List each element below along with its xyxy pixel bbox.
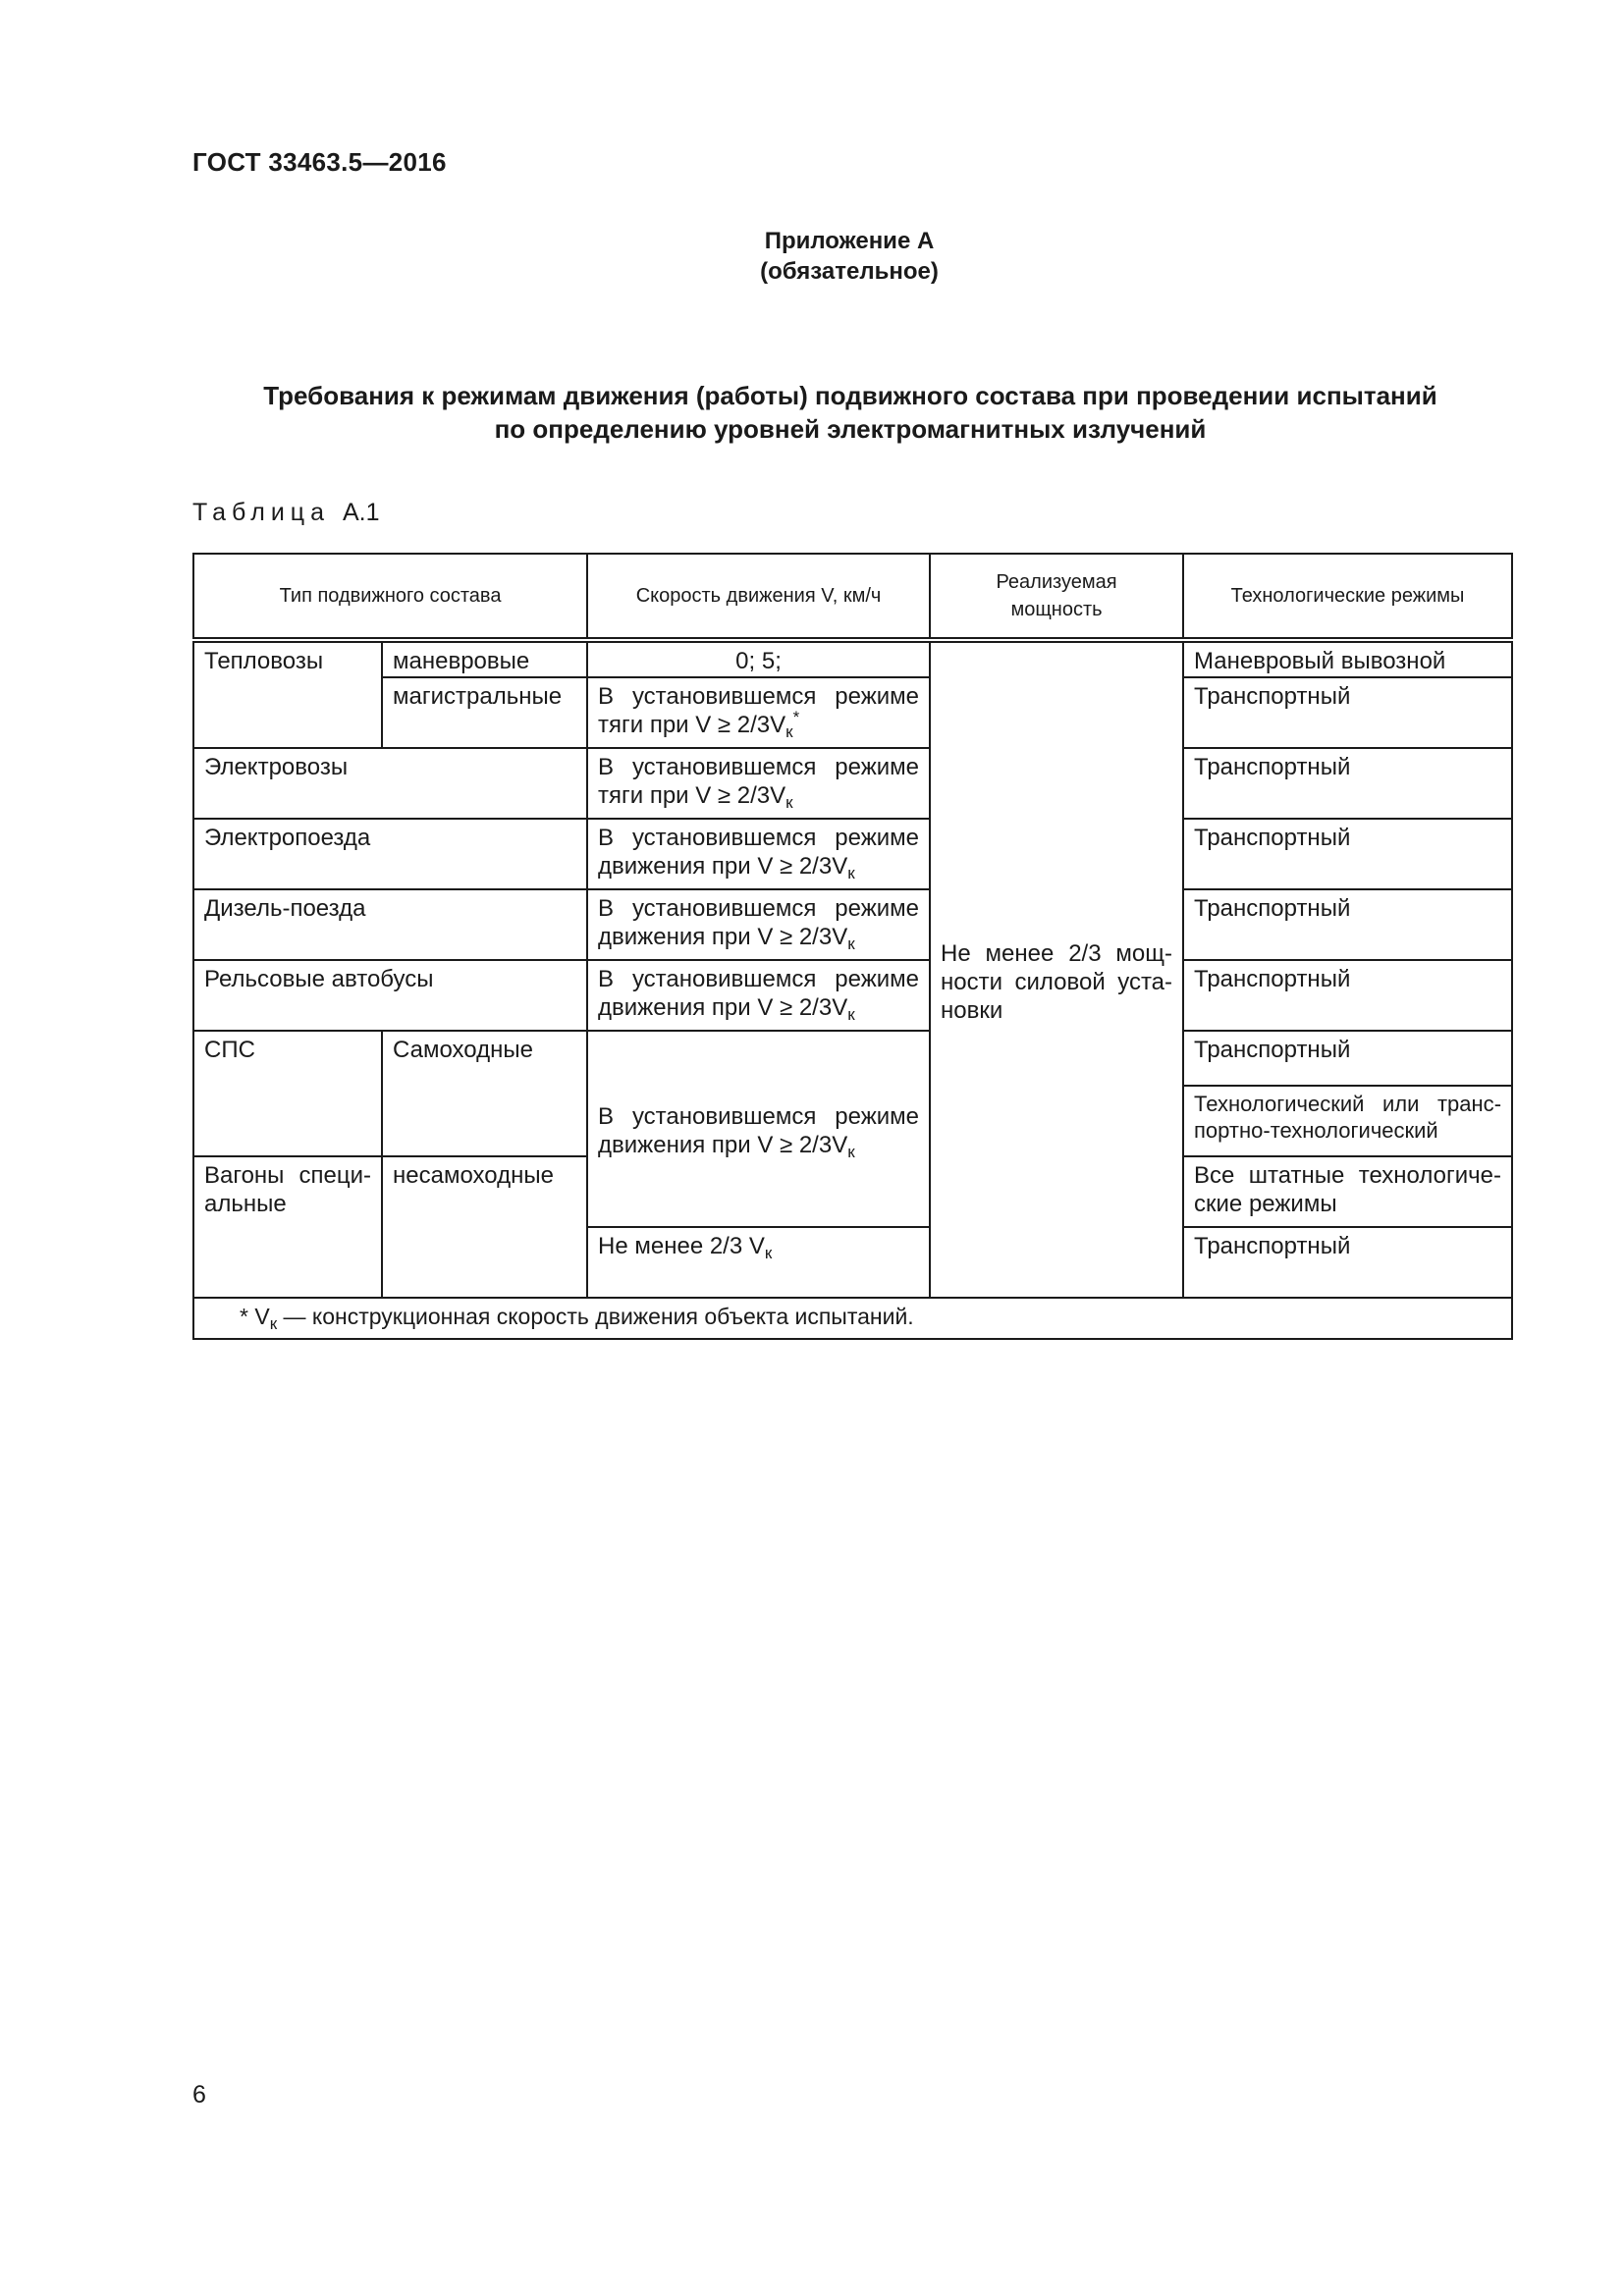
mode-cell-vagony-all: Все штатные технологические режимы — [1183, 1156, 1512, 1227]
speed-subscript: к — [847, 864, 855, 882]
table-header-row — [193, 554, 1512, 640]
type-cell-elektropoezda: Электропоезда — [193, 819, 587, 889]
table-caption-word: Таблица — [192, 499, 331, 526]
section-heading-line-2: по определению уровней электромагнитных излучений — [494, 414, 1207, 444]
table-row — [193, 819, 1512, 889]
table-footnote — [193, 1298, 1512, 1339]
table-footnote-row — [193, 1298, 1512, 1339]
type-cell-dizel: Дизель-поезда — [193, 889, 587, 960]
speed-cell-magistralnye — [587, 677, 930, 748]
speed-subscript: к — [847, 934, 855, 953]
section-heading-line-1: Требования к режимам движения (работы) подвижного состава при проведении испытаний — [263, 381, 1437, 410]
speed-text: В установившемся режиме движения при V ≥ 2/3V — [598, 966, 920, 1021]
mode-cell-vagony-transport: Транспортный — [1183, 1227, 1512, 1298]
subtype-cell-samohodnye: Самоходные — [382, 1031, 587, 1156]
speed-text: В установившемся режиме тяги при V ≥ 2/3V — [598, 683, 920, 738]
speed-text: В установившемся режиме движения при V ≥ 2/3V — [598, 895, 920, 950]
type-cell-vagony — [193, 1156, 382, 1298]
type-cell-sps: СПС — [193, 1031, 382, 1156]
speed-subscript: к — [764, 1244, 773, 1262]
speed-cell-manevrovye: 0; 5; — [587, 640, 930, 677]
type-cell-avtobusy: Рельсовые автобусы — [193, 960, 587, 1031]
speed-subscript: к — [847, 1005, 855, 1024]
subtype-cell-magistralnye: магистральные — [382, 677, 587, 748]
column-header-power — [930, 554, 1183, 640]
column-header-speed: Скорость движения V, км/ч — [587, 554, 930, 640]
type-cell-elektrovozy: Электровозы — [193, 748, 587, 819]
type-cell-teplovozy: Тепловозы — [193, 640, 382, 748]
footnote-text: — конструкционная скорость движения объекта испытаний. — [277, 1304, 914, 1329]
table-row — [193, 889, 1512, 960]
type-text-vagony: Вагоны специальные — [204, 1162, 371, 1217]
speed-text: В установившемся режиме движения при V ≥ 2/3V — [598, 1103, 920, 1158]
column-header-power-text: Реализуемая мощность — [996, 571, 1117, 620]
annex-status: (обязательное) — [760, 258, 939, 285]
table-caption — [192, 499, 380, 527]
speed-text: В установившемся режиме движения при V ≥ 2/3V — [598, 825, 920, 880]
footnote-marker: * — [792, 708, 800, 726]
power-cell — [930, 640, 1183, 1298]
mode-cell-sps-transport: Транспортный — [1183, 1031, 1512, 1086]
column-header-type: Тип подвижного состава — [193, 554, 587, 640]
annex-title: Приложение А — [764, 228, 935, 254]
speed-cell-vagony-min — [587, 1227, 930, 1298]
page-number: 6 — [192, 2081, 206, 2109]
footnote-subscript: к — [269, 1314, 278, 1333]
speed-cell-elektrovozy — [587, 748, 930, 819]
mode-cell-avtobusy: Транспортный — [1183, 960, 1512, 1031]
subtype-cell-manevrovye: маневровые — [382, 640, 587, 677]
speed-cell-sps-vagony — [587, 1031, 930, 1227]
mode-cell-elektrovozy: Транспортный — [1183, 748, 1512, 819]
table-caption-number: А.1 — [342, 499, 380, 526]
table-row — [193, 1031, 1512, 1086]
mode-cell-manevrovye: Маневровый вывозной — [1183, 640, 1512, 677]
column-header-modes: Технологические режимы — [1183, 554, 1512, 640]
subtype-cell-nesamohodnye: несамоходные — [382, 1156, 587, 1298]
document-code: ГОСТ 33463.5—2016 — [192, 147, 447, 177]
speed-text: Не менее 2/3 V — [598, 1233, 765, 1259]
mode-cell-sps-technological: Технологический или транспортно-технологический — [1183, 1086, 1512, 1156]
speed-text: В установившемся режиме тяги при V ≥ 2/3V — [598, 754, 920, 809]
speed-cell-dizel — [587, 889, 930, 960]
requirements-table — [192, 553, 1513, 1340]
mode-cell-magistralnye: Транспортный — [1183, 677, 1512, 748]
mode-cell-elektropoezda: Транспортный — [1183, 819, 1512, 889]
mode-cell-dizel: Транспортный — [1183, 889, 1512, 960]
footnote-marker-text: * V — [240, 1304, 270, 1329]
power-value: Не менее 2/3 мощности силовой установки — [941, 939, 1173, 1024]
table-row — [193, 640, 1512, 677]
speed-subscript: к — [785, 722, 793, 741]
table-row — [193, 960, 1512, 1031]
speed-cell-avtobusy — [587, 960, 930, 1031]
speed-subscript: к — [785, 793, 793, 812]
speed-subscript: к — [847, 1143, 855, 1161]
table-row — [193, 677, 1512, 748]
table-row — [193, 748, 1512, 819]
speed-cell-elektropoezda — [587, 819, 930, 889]
